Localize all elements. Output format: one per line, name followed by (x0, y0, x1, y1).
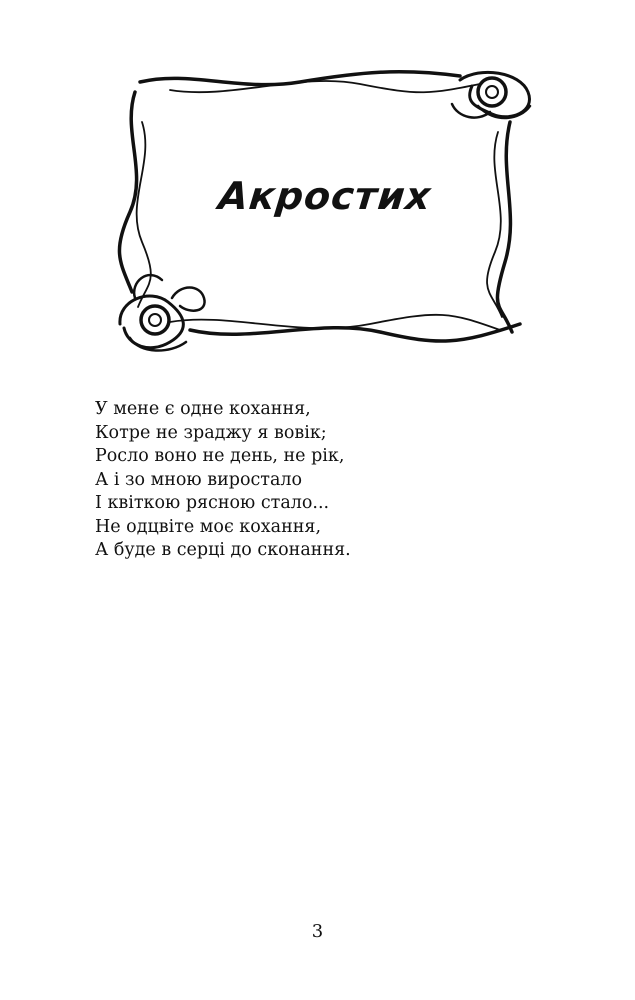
poem-line: Котре не зраджу я вовік; (95, 422, 327, 443)
poem-line: І квіткою рясною стало... (95, 493, 330, 513)
poem-title: Акростих (216, 174, 434, 218)
page-number: 3 (311, 921, 324, 942)
poem-body (95, 398, 535, 563)
poem-line: А і зо мною виростало (95, 469, 303, 490)
poem-line: Росло воно не день, не рік, (95, 446, 345, 466)
poem-line: А буде в серці до сконання. (95, 540, 351, 560)
poem-line: Не одцвіте моє кохання, (95, 516, 322, 537)
poem-line: У мене є одне кохання, (95, 399, 311, 419)
ornamental-frame (100, 62, 550, 357)
